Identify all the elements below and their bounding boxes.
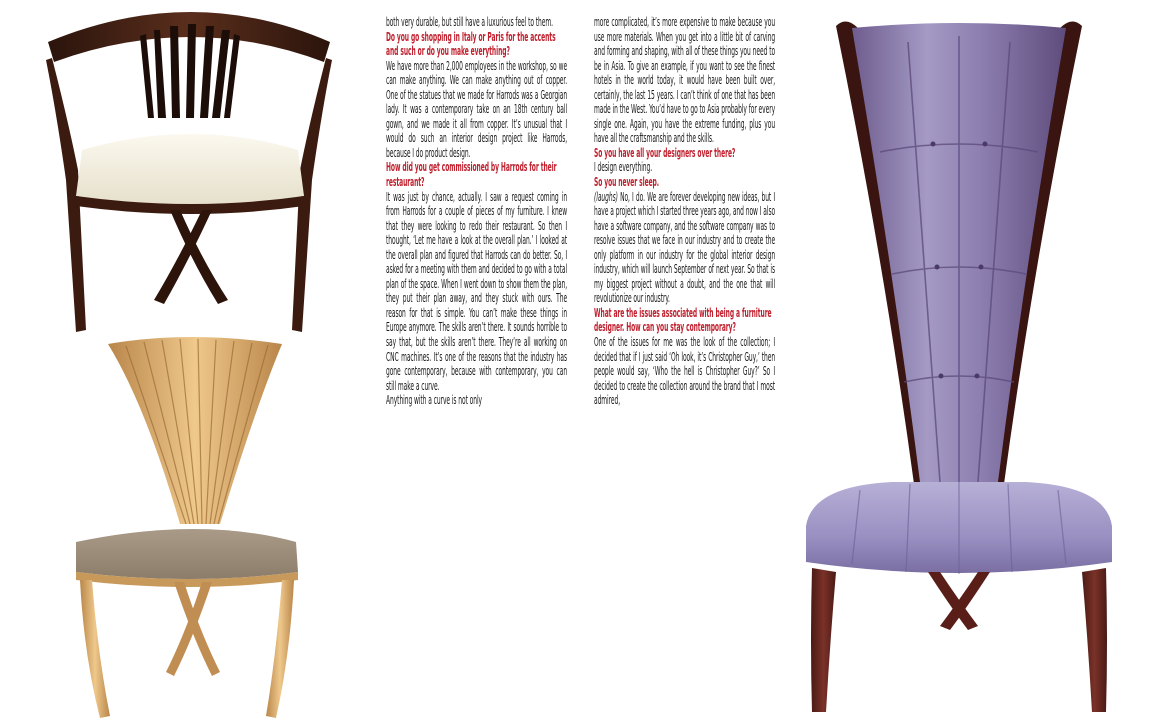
- body-paragraph: I design everything.: [594, 159, 653, 175]
- article-column-1: [386, 15, 567, 408]
- interview-question: Do you go shopping in Italy or Paris for the accents and such or do you make everything?: [386, 28, 556, 59]
- interview-question: So you have all your designers over there?: [594, 144, 736, 160]
- body-paragraph: It was just by chance, actually. I saw a request coming in from Harrods for a couple of pieces of my furniture. I knew that they were looking to redo their restaurant. So then I thought, ‘Let me have a look at the overall plan.’ I looked at the overall plan and figured that Harrods can do better. So, I asked for a meeting with them and decided to go with a total plan of the space. When I went down to show them the plan, they put their plan away, and they stuck with ours. The reason for that is simple. You can’t make these things in Europe anymore. The skills aren’t there. It sounds horrible to say that, but the skills aren’t there. They’re all working on CNC machines. It’s one of the reasons that the industry has gone contemporary, because with contemporary, you can still make a curve.: [386, 188, 568, 393]
- photo-2: [70, 336, 336, 720]
- body-paragraph: Anything with a curve is not only: [386, 392, 483, 408]
- italic-aside: (laughs): [594, 188, 618, 204]
- body-paragraph: [594, 190, 775, 306]
- article-column-2: [594, 15, 775, 408]
- body-paragraph: We have more than 2,000 employees in the workshop, so we can make anything. We can make anything out of copper. One of the statues that we made for Harrods was a Georgian lady. It was a contemporary take on an 18th century ball gown, and we made it all from copper. It’s unusual that I would do such an interior design project like Harrods, because I do product design.: [386, 57, 568, 160]
- photo-1: [42, 0, 336, 335]
- interview-question: How did you get commissioned by Harrods for their restaurant?: [386, 159, 557, 190]
- interview-question: What are the issues associated with being a furniture designer. How can you stay contemporary?: [594, 304, 772, 335]
- body-paragraph: more complicated, it’s more expensive to make because you use more materials. When you get into a little bit of carving and forming and shaping, with all of these things you need to be in Asia. To give an example, if you want to see the finest hotels in the world today, it would have been built over, certainly, the last 15 years. I can’t think of one that has been made in the West. You’d have to go to Asia probably for every single one. Again, you have the extreme funding, plus you have all the craftsmanship and the skills.: [594, 14, 776, 146]
- body-paragraph: both very durable, but still have a luxurious feel to them.: [386, 14, 553, 29]
- chair-photo-3: [800, 12, 1118, 716]
- chair-photo-1: [42, 0, 336, 335]
- interview-question: So you never sleep.: [594, 174, 659, 190]
- photo-3: [800, 12, 1118, 716]
- body-text: No, I do. We are forever developing new ideas, but I have a project which I started three years ago, and now I also have a software company, and the software company was to resolve issues that we face in our industry and to create the only platform in our industry for the global interior design industry, which will launch September of next year. So that is my biggest project without a doubt, and the one that will revolutionize our industry.: [594, 188, 776, 306]
- chair-photo-2: [70, 336, 336, 720]
- body-paragraph: One of the issues for me was the look of the collection; I decided that if I just said ‘Oh look, it’s Christopher Guy,’ then people would say, ‘Who the hell is Christopher Guy?’ So I decided to create the collection around the brand that I most admired,: [594, 334, 776, 408]
